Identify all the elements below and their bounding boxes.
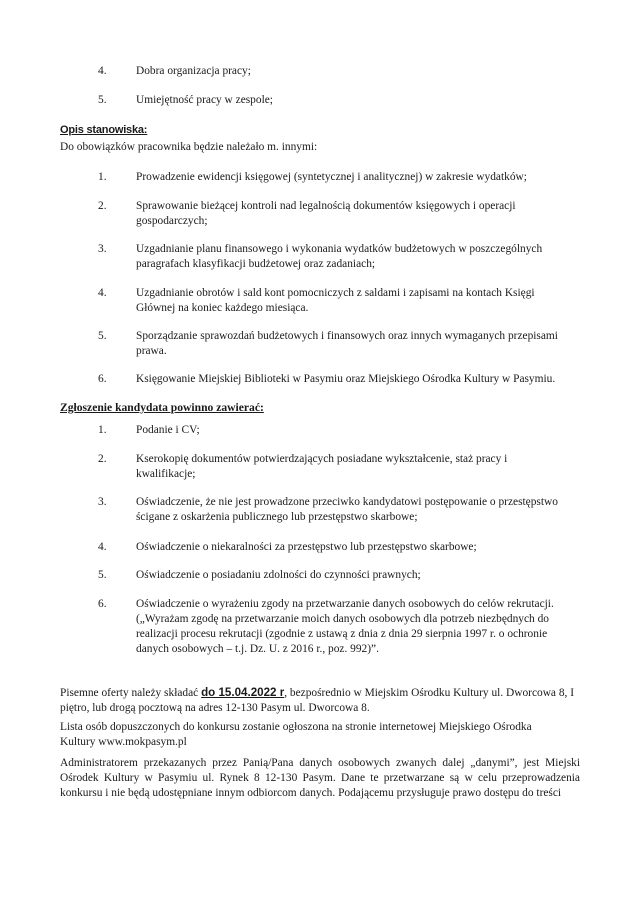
item-number: 1. <box>98 424 107 436</box>
item-text: Prowadzenie ewidencji księgowej (syntetycznej i analitycznej) w zakresie wydatków; <box>136 171 527 183</box>
item-text: Oświadczenie o niekaralności za przestępstwo lub przestępstwo skarbowe; <box>136 541 477 553</box>
item-number: 1. <box>98 171 107 183</box>
item-number: 4. <box>98 65 107 77</box>
item-text: Sprawowanie bieżącej kontroli nad legalnością dokumentów księgowych i operacji gospodarczych; <box>136 200 516 227</box>
item-text: Dobra organizacja pracy; <box>136 65 251 77</box>
item-number: 5. <box>98 94 107 106</box>
oferty-paragraph <box>60 685 580 716</box>
item-number: 3. <box>98 243 107 255</box>
administrator-paragraph: Administratorem przekazanych przez Panią/Pana danych osobowych zwanych dalej „danymi”, jest Miejski Ośrodek Kultury w Pasymiu ul. Rynek 8 12-130 Pasym. Dane te przetwarzane są w celu przeprowadzenia konkursu i nie będą udostępniane innym odbiorcom danych. Podającemu przysługuje prawo dostępu do treści <box>60 757 580 799</box>
item-text: Księgowanie Miejskiej Biblioteki w Pasymiu oraz Miejskiego Ośrodka Kultury w Pasymiu. <box>136 373 556 385</box>
item-number: 2. <box>98 200 107 212</box>
deadline-date: do 15.04.2022 r <box>201 686 285 699</box>
item-text: Oświadczenie, że nie jest prowadzone przeciwko kandydatowi postępowanie o przestępstwo ścigane z oskarżenia publicznego lub przestępstwo skarbowe; <box>136 496 558 523</box>
item-number: 3. <box>98 496 107 508</box>
item-number: 2. <box>98 453 107 465</box>
oferty-text-before: Pisemne oferty należy składać <box>60 687 202 699</box>
item-text: Kserokopię dokumentów potwierdzających posiadane wykształcenie, staż pracy i kwalifikacje; <box>136 453 508 480</box>
item-text: Umiejętność pracy w zespole; <box>136 94 273 106</box>
item-number: 4. <box>98 541 107 553</box>
item-text: Uzgadnianie planu finansowego i wykonania wydatków budżetowych w poszczególnych paragrafach klasyfikacji budżetowej oraz zadaniach; <box>136 243 543 270</box>
item-text: Oświadczenie o wyrażeniu zgody na przetwarzanie danych osobowych do celów rekrutacji.(„Wyrażam zgodę na przetwarzanie moich danych osobowych dla potrzeb niezbędnych do realizacji procesu rekrutacji (zgodnie z ustawą z dnia z dnia 29 sierpnia 1997 r. o ochronie danych osobowych – t.j. Dz. U. z 2016 r., poz. 992)”. <box>136 598 554 655</box>
item-number: 6. <box>98 373 107 385</box>
item-number: 4. <box>98 287 107 299</box>
item-text: Uzgadnianie obrotów i sald kont pomocniczych z saldami i zapisami na kontach Księgi Głównej na koniec każdego miesiąca. <box>136 287 535 314</box>
item-number: 6. <box>98 598 107 610</box>
item-text: Sporządzanie sprawozdań budżetowych i finansowych oraz innych wymaganych przepisami prawa. <box>136 330 558 357</box>
oferty-text-after: , bezpośrednio w Miejskim Ośrodku Kultury ul. Dworcowa 8, I piętro, lub drogą pocztową na adres 12-130 Pasym ul. Dworcowa 8. <box>60 687 575 714</box>
section-heading-opis: Opis stanowiska: <box>60 124 148 136</box>
item-number: 5. <box>98 330 107 342</box>
item-number: 5. <box>98 569 107 581</box>
section-heading-zgloszenie: Zgłoszenie kandydata powinno zawierać: <box>60 401 264 414</box>
lista-paragraph: Lista osób dopuszczonych do konkursu zostanie ogłoszona na stronie internetowej Miejskiego Ośrodka Kultury www.mokpasym.pl <box>60 721 532 748</box>
opis-intro: Do obowiązków pracownika będzie należało m. innymi: <box>60 141 318 153</box>
item-text: Oświadczenie o posiadaniu zdolności do czynności prawnych; <box>136 569 421 581</box>
item-text: Podanie i CV; <box>136 424 200 436</box>
